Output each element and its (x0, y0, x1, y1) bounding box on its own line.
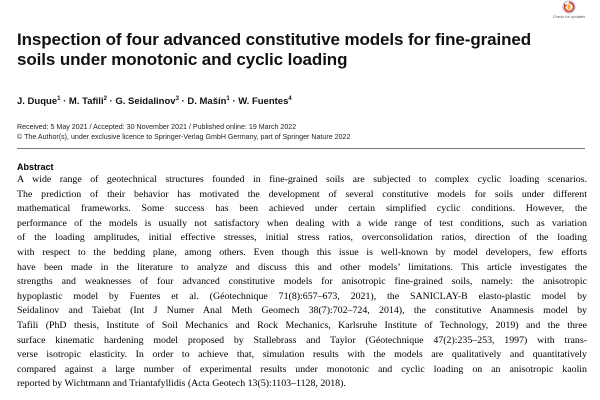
author-name[interactable]: M. Tafili (68, 96, 104, 107)
abstract-line: verse isotropic elasticity. In order to achieve that, simulation results with the models are qualitatively and quantitatively (17, 349, 587, 361)
author-affiliation-marker: 2 (103, 96, 107, 102)
abstract-line: The prediction of their behavior has motivated the development of several constitutive models for soils under different (17, 188, 587, 200)
abstract-heading: Abstract (17, 162, 54, 172)
abstract-line: Tafili (PhD thesis, Institute of Soil Mechanics and Rock Mechanics, Karlsruhe Institute of Technology, 2019) and the three (17, 320, 587, 331)
author-affiliation-marker: 1 (226, 96, 230, 102)
abstract-line: have been made in the literature to analyze and discuss this and other models’ limitations. This article investigates the (17, 261, 587, 273)
abstract-line: mathematical frameworks. Some success has been achieved under certain simplified cyclic conditions. However, the (17, 203, 587, 215)
abstract-line: of the loading amplitudes, initial effective stresses, initial stress ratios, overconsolidation ratios, direction of the loading (17, 232, 587, 244)
abstract-line: strengths and weaknesses of four advanced constitutive models for anisotropic fine-grained soils, namely: the anisotropic (17, 276, 587, 288)
author-affiliation-marker: 3 (175, 96, 179, 102)
check-updates-icon (562, 0, 576, 14)
publication-dates: Received: 5 May 2021 / Accepted: 30 November 2021 / Published online: 19 March 2022 (17, 123, 297, 131)
author-name[interactable]: D. Mašín (187, 96, 227, 107)
paper-title: Inspection of four advanced constitutive models for fine-grained soils under monotonic and cyclic loading (17, 30, 532, 69)
abstract-line: performance of the models is usually not satisfactory when dealing with a wide range of test conditions, such as variation (17, 217, 587, 229)
abstract-line: reported by Wichtmann and Triantafyllidis (Acta Geotech 13(5):1103–1128, 2018). (17, 378, 346, 390)
author-name[interactable]: G. Seidalinov (115, 96, 176, 107)
author-separator: · (229, 96, 239, 107)
check-for-updates-badge[interactable] (552, 0, 586, 24)
author-list (17, 93, 292, 108)
abstract-line: surface kinematic hardening model proposed by Stallebrass and Taylor (Géotechnique 47(2):235–253, 1997) with trans- (17, 334, 587, 346)
abstract-line: with respect to the bedding plane, among others. Even though this issue is well-known by model developers, few efforts (17, 247, 587, 258)
author-name[interactable]: J. Duque (17, 96, 58, 107)
author-affiliation-marker: 1 (57, 96, 61, 102)
author-separator: · (60, 96, 69, 107)
section-divider (17, 148, 585, 149)
author-name[interactable]: W. Fuentes (238, 96, 289, 107)
abstract-line: A wide range of geotechnical structures founded in fine-grained soils are subjected to complex cyclic loading scenarios. (17, 174, 587, 185)
abstract-line: Seidalinov and Taiebat (Int J Numer Anal Meth Geomech 38(7):702–724, 2014), the constitutive Anamnesis model by (17, 305, 587, 317)
author-affiliation-marker: 4 (288, 96, 292, 102)
author-separator: · (178, 96, 188, 107)
abstract-line: compared against a large number of experimental results under monotonic and cyclic loading on an anisotropic kaolin (17, 363, 587, 375)
check-updates-label: Check for updates (552, 14, 586, 19)
abstract-line: hypoplastic model by Fuentes et al. (Géotechnique 71(8):657–673, 2021), the SANICLAY-B elasto-plastic model by (17, 290, 587, 302)
author-separator: · (106, 96, 116, 107)
copyright-notice: © The Author(s), under exclusive licence to Springer-Verlag GmbH Germany, part of Springer Nature 2022 (17, 132, 351, 141)
publication-history (17, 123, 350, 142)
